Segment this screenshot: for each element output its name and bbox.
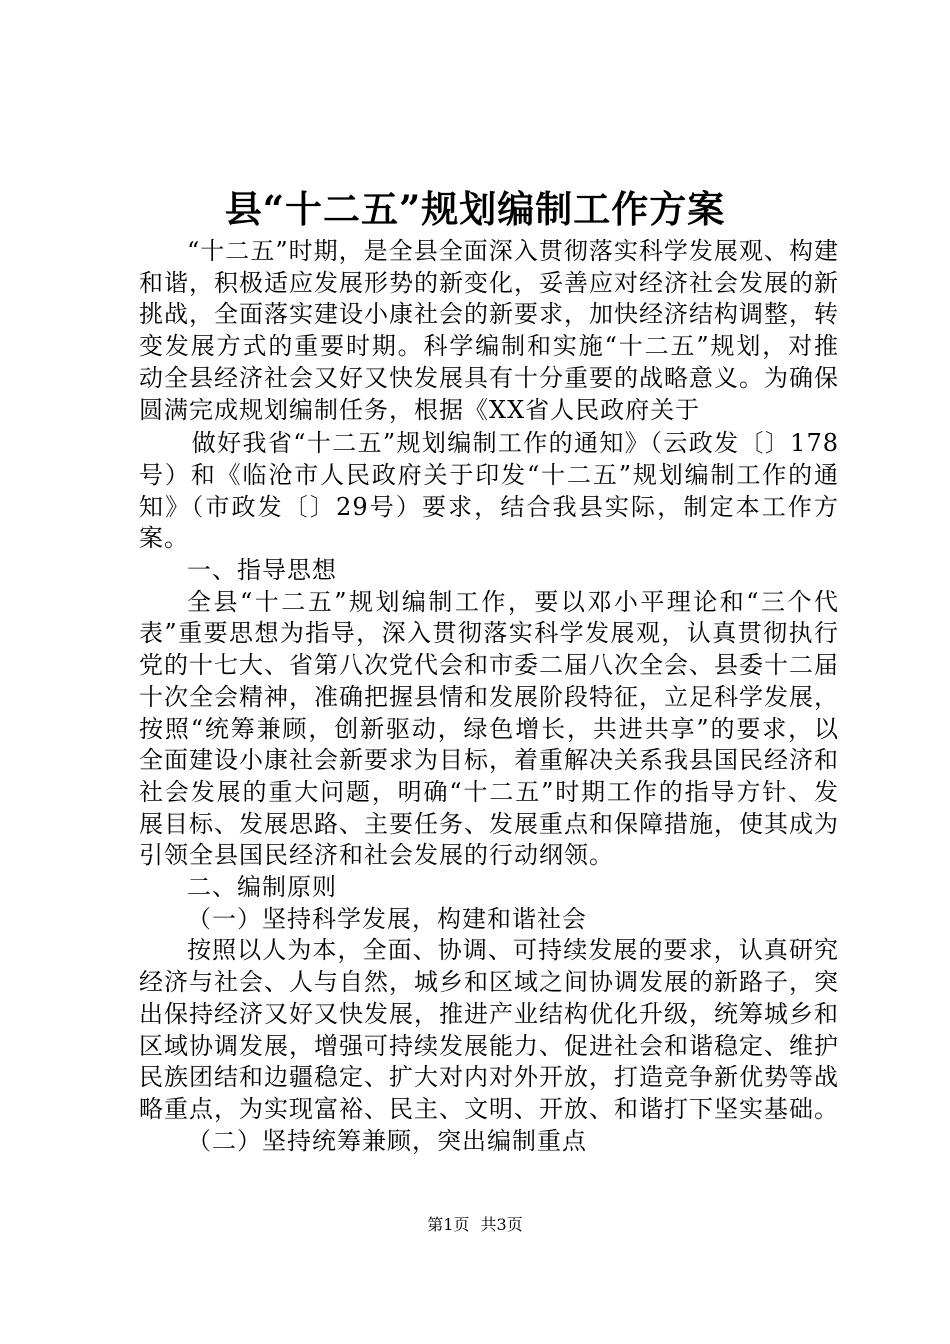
paragraph-guiding-thought: 全县“十二五”规划编制工作，要以邓小平理论和“三个代表”重要思想为指导，深入贯彻落实科学发展观，认真贯彻执行党的十七大、省第八次党代会和市委二届八次全会、县委十二届十次全会精神，准确把握县情和发展阶段特征，立足科学发展，按照“统筹兼顾，创新驱动，绿色增长，共进共享”的要求，以全面建设小康社会新要求为目标，着重解决关系我县国民经济和社会发展的重大问题，明确“十二五”时期工作的指导方针、发展目标、发展思路、主要任务、发展重点和保障措施，使其成为引领全县国民经济和社会发展的行动纲领。	[139, 587, 839, 870]
paragraph-intro: “十二五”时期，是全县全面深入贯彻落实科学发展观、构建和谐，积极适应发展形势的新变化，妥善应对经济社会发展的新挑战，全面落实建设小康社会的新要求，加快经济结构调整，转变发展方式的重要时期。科学编制和实施“十二五”规划，对推动全县经济社会又好又快发展具有十分重要的战略意义。为确保圆满完成规划编制任务，根据《XX省人民政府关于	[139, 237, 839, 424]
total-pages: 共3页	[480, 1215, 523, 1234]
paragraph-basis: 做好我省“十二五”规划编制工作的通知》（云政发〔〕178号）和《临沧市人民政府关于印发“十二五”规划编制工作的通知》（市政发〔〕29号）要求，结合我县实际，制定本工作方案。	[139, 429, 839, 553]
document-body	[139, 236, 839, 1157]
paragraph-principle-1: 按照以人为本，全面、协调、可持续发展的要求，认真研究经济与社会、人与自然，城乡和区域之间协调发展的新路子，突出保持经济又好又快发展，推进产业结构优化升级，统筹城乡和区域协调发展，增强可持续发展能力、促进社会和谐稳定、维护民族团结和边疆稳定、扩大对内对外开放，打造竞争新优势等战略重点，为实现富裕、民主、文明、开放、和谐打下坚实基础。	[139, 936, 839, 1123]
section-heading-principles: 二、编制原则	[187, 873, 337, 902]
subheading-principle-1: （一）坚持科学发展，构建和谐社会	[187, 904, 587, 933]
document-title: 县“十二五”规划编制工作方案	[224, 187, 726, 231]
page-footer	[0, 1214, 950, 1236]
page-number: 第1页	[427, 1215, 470, 1234]
section-heading-guiding-thought: 一、指导思想	[187, 556, 337, 585]
subheading-principle-2: （二）坚持统筹兼顾，突出编制重点	[187, 1126, 587, 1155]
